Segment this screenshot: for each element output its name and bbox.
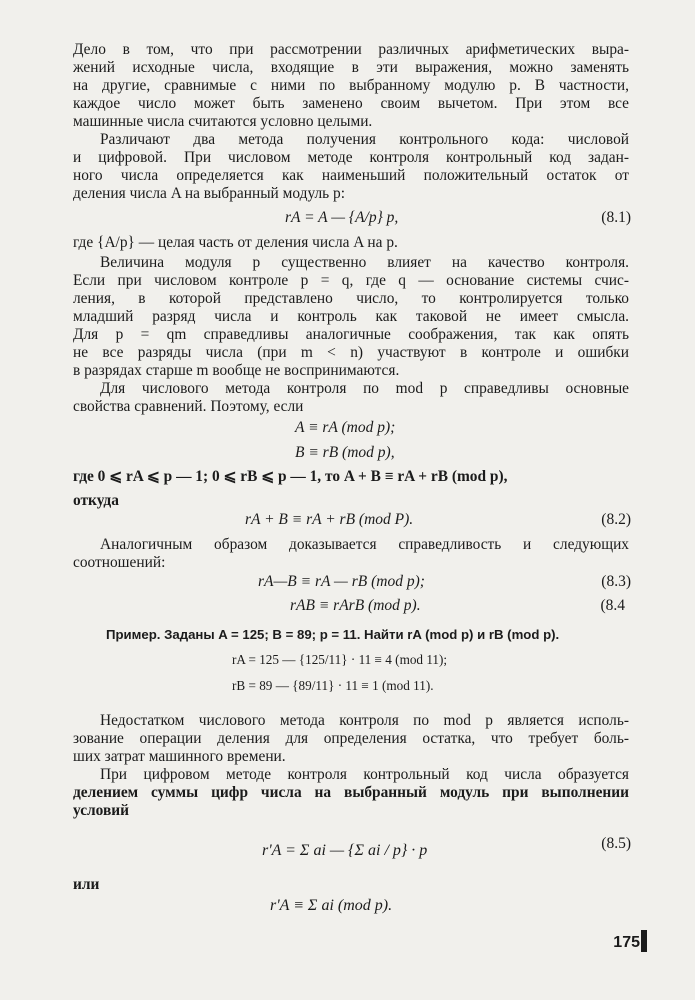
paragraph-3-line-3: ления, в которой представлено число, то контролируется только xyxy=(73,290,629,307)
equation-8-5-number: (8.5) xyxy=(601,835,631,852)
equation-final: r'A ≡ Σ ai (mod p). xyxy=(270,897,393,914)
paragraph-1-line-5: машинные числа считаются условно целыми. xyxy=(73,113,373,130)
paragraph-4-line-1: Для числового метода контроля по mod p справедливы основные xyxy=(100,380,629,397)
paragraph-6-line-3: ших затрат машинного времени. xyxy=(73,748,286,765)
equation-8-2-number: (8.2) xyxy=(601,511,631,528)
equation-8-4-number: (8.4 xyxy=(600,597,625,614)
paragraph-2-line-1: Различают два метода получения контрольного кода: числовой xyxy=(100,131,629,148)
equation-8-2: rA + B ≡ rA + rB (mod P). xyxy=(245,511,414,528)
paragraph-3-line-6: не все разряды числа (при m < n) участвуют в контроле и ошибки xyxy=(73,344,629,361)
equation-8-1: rA = A — {A/p} p, xyxy=(285,209,399,226)
equation-8-3-number: (8.3) xyxy=(601,573,631,590)
paragraph-1-line-1: Дело в том, что при рассмотрении различных арифметических выра- xyxy=(73,41,629,58)
paragraph-2-line-4: деления числа A на выбранный модуль p: xyxy=(73,185,345,202)
or-word: или xyxy=(73,876,100,893)
paragraph-7-line-3: условий xyxy=(73,802,130,819)
paragraph-2-line-2: и цифровой. При числовом методе контроля контрольный код задан- xyxy=(73,149,629,166)
paragraph-7-line-2: делением суммы цифр числа на выбранный модуль при выполнении xyxy=(73,784,629,801)
where-condition-line: где 0 ⩽ rA ⩽ p — 1; 0 ⩽ rB ⩽ p — 1, то A + B ≡ rA + rB (mod p), xyxy=(73,468,508,485)
paragraph-2-line-3: ного числа определяется как наименьший положительный остаток от xyxy=(73,167,629,184)
where-8-1: где {A/p} — целая часть от деления числа A на p. xyxy=(73,234,398,251)
paragraph-1-line-2: жений исходные числа, входящие в эти выражения, можно заменять xyxy=(73,59,629,76)
equation-8-1-number: (8.1) xyxy=(601,209,631,226)
congruence-a: A ≡ rA (mod p); xyxy=(295,419,396,436)
page-number-text: 175 xyxy=(613,934,640,951)
paragraph-6-line-2: зование операции деления для определения остатка, что требует боль- xyxy=(73,730,629,747)
example-line-1: rA = 125 — {125/11} · 11 ≡ 4 (mod 11); xyxy=(232,652,448,667)
example-line-2: rB = 89 — {89/11} · 11 ≡ 1 (mod 11). xyxy=(232,678,434,693)
equation-8-4: rAB ≡ rArB (mod p). xyxy=(290,597,421,614)
paragraph-3-line-4: младший разряд числа и контроль как таковой не имеет смысла. xyxy=(73,308,629,325)
equation-8-5: r'A = Σ ai — {Σ ai / p} · p xyxy=(262,842,428,859)
paragraph-5-line-2: соотношений: xyxy=(73,554,166,571)
paragraph-6-line-1: Недостатком числового метода контроля по mod p является исполь- xyxy=(100,712,629,729)
paragraph-7-line-1: При цифровом методе контроля контрольный код числа образуется xyxy=(100,766,629,783)
paragraph-3-line-2: Если при числовом контроле p = q, где q — основание системы счис- xyxy=(73,272,629,289)
paragraph-3-line-7: в разрядах старше m вообще не воспринимаются. xyxy=(73,362,400,379)
paragraph-4-line-2: свойства сравнений. Поэтому, если xyxy=(73,398,304,415)
paragraph-1-line-3: на другие, сравнимые с ними по выбранному модулю p. В частности, xyxy=(73,77,629,94)
paragraph-5-line-1: Аналогичным образом доказывается справедливость и следующих xyxy=(100,536,629,553)
page-number-bar xyxy=(641,930,647,952)
whence-word: откуда xyxy=(73,492,119,509)
paragraph-3-line-5: Для p = qm справедливы аналогичные соображения, так как опять xyxy=(73,326,629,343)
equation-8-3: rA—B ≡ rA — rB (mod p); xyxy=(258,573,425,590)
congruence-b: B ≡ rB (mod p), xyxy=(295,444,395,461)
example-heading: Пример. Заданы A = 125; B = 89; p = 11. Найти rA (mod p) и rB (mod p). xyxy=(106,627,560,642)
paragraph-3-line-1: Величина модуля p существенно влияет на качество контроля. xyxy=(100,254,629,271)
paragraph-1-line-4: каждое число может быть заменено своим вычетом. При этом все xyxy=(73,95,629,112)
page-number xyxy=(613,930,647,952)
